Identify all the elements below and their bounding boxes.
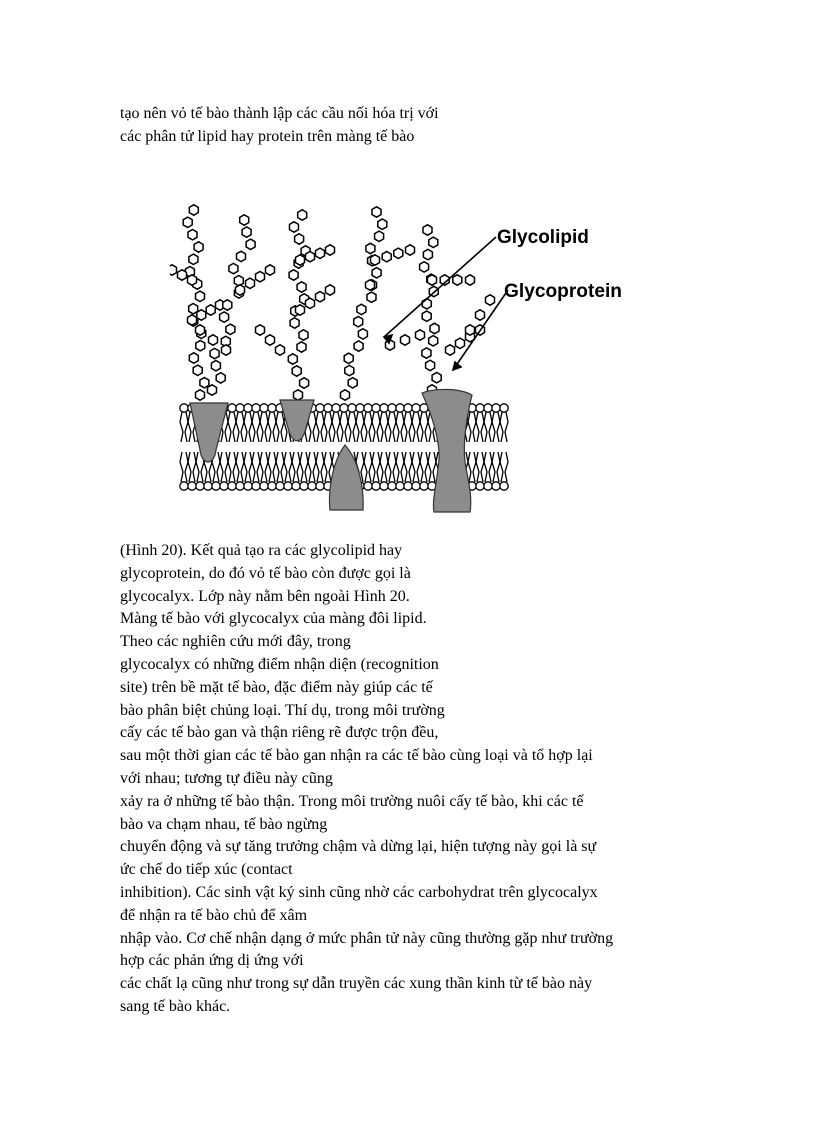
body-line-6: glycocalyx có những điểm nhận diện (recognition <box>120 656 439 673</box>
body-line-17: để nhận ra tế bào chủ để xâm <box>120 906 308 924</box>
sugar-chains <box>170 205 495 400</box>
body-line-12: xảy ra ở những tế bào thận. Trong môi trường nuôi cấy tế bào, khi các tế <box>120 792 584 810</box>
glycoprotein-label: Glycoprotein <box>504 281 622 302</box>
body-line-4: Màng tế bào với glycocalyx của màng đôi lipid. <box>120 610 427 628</box>
body-line-10: sau một thời gian các tế bào gan nhận ra các tế bào cùng loại và tổ hợp lại <box>120 747 593 765</box>
intro-line-2: các phân tử lipid hay protein trên màng tế bào <box>120 128 415 145</box>
body-line-11: với nhau; tương tự điều này cũng <box>120 770 333 787</box>
membrane-glycocalyx-diagram <box>170 200 640 525</box>
intro-line-1: tạo nên vỏ tế bào thành lập các cầu nối hóa trị với <box>120 105 439 122</box>
body-line-15: ức chế do tiếp xúc (contact <box>120 861 293 879</box>
body-line-9: cấy các tế bào gan và thận riêng rẽ được trộn đều, <box>120 724 439 742</box>
body-line-20: các chất lạ cũng như trong sự dẫn truyền các xung thần kinh từ tế bào này <box>120 975 593 993</box>
body-line-1: (Hình 20). Kết quả tạo ra các glycolipid hay <box>120 542 403 559</box>
glycoprotein-protein <box>422 389 472 512</box>
body-line-2: glycoprotein, do đó vỏ tế bào còn được gọi là <box>120 564 411 582</box>
body-line-18: nhập vào. Cơ chế nhận dạng ở mức phân tử này cũng thường gặp như trường <box>120 929 614 947</box>
glycolipid-label: Glycolipid <box>497 227 589 248</box>
body-line-14: chuyển động và sự tăng trưởng chậm và dừng lại, hiện tượng này gọi là sự <box>120 838 597 856</box>
body-line-3: glycocalyx. Lớp này nằm bên ngoài Hình 20. <box>120 587 410 605</box>
body-line-8: bào phân biệt chủng loại. Thí dụ, trong môi trường <box>120 701 445 719</box>
body-line-16: inhibition). Các sinh vật ký sinh cũng nhờ các carbohydrat trên glycocalyx <box>120 884 598 901</box>
body-line-7: site) trên bề mặt tế bào, đặc điểm này giúp các tế <box>120 678 433 696</box>
body-line-13: bào va chạm nhau, tế bào ngừng <box>120 815 328 833</box>
body-line-21: sang tế bào khác. <box>120 998 231 1015</box>
body-line-19: hợp các phản ứng dị ứng với <box>120 952 304 970</box>
body-line-5: Theo các nghiên cứu mới đây, trong <box>120 633 351 651</box>
